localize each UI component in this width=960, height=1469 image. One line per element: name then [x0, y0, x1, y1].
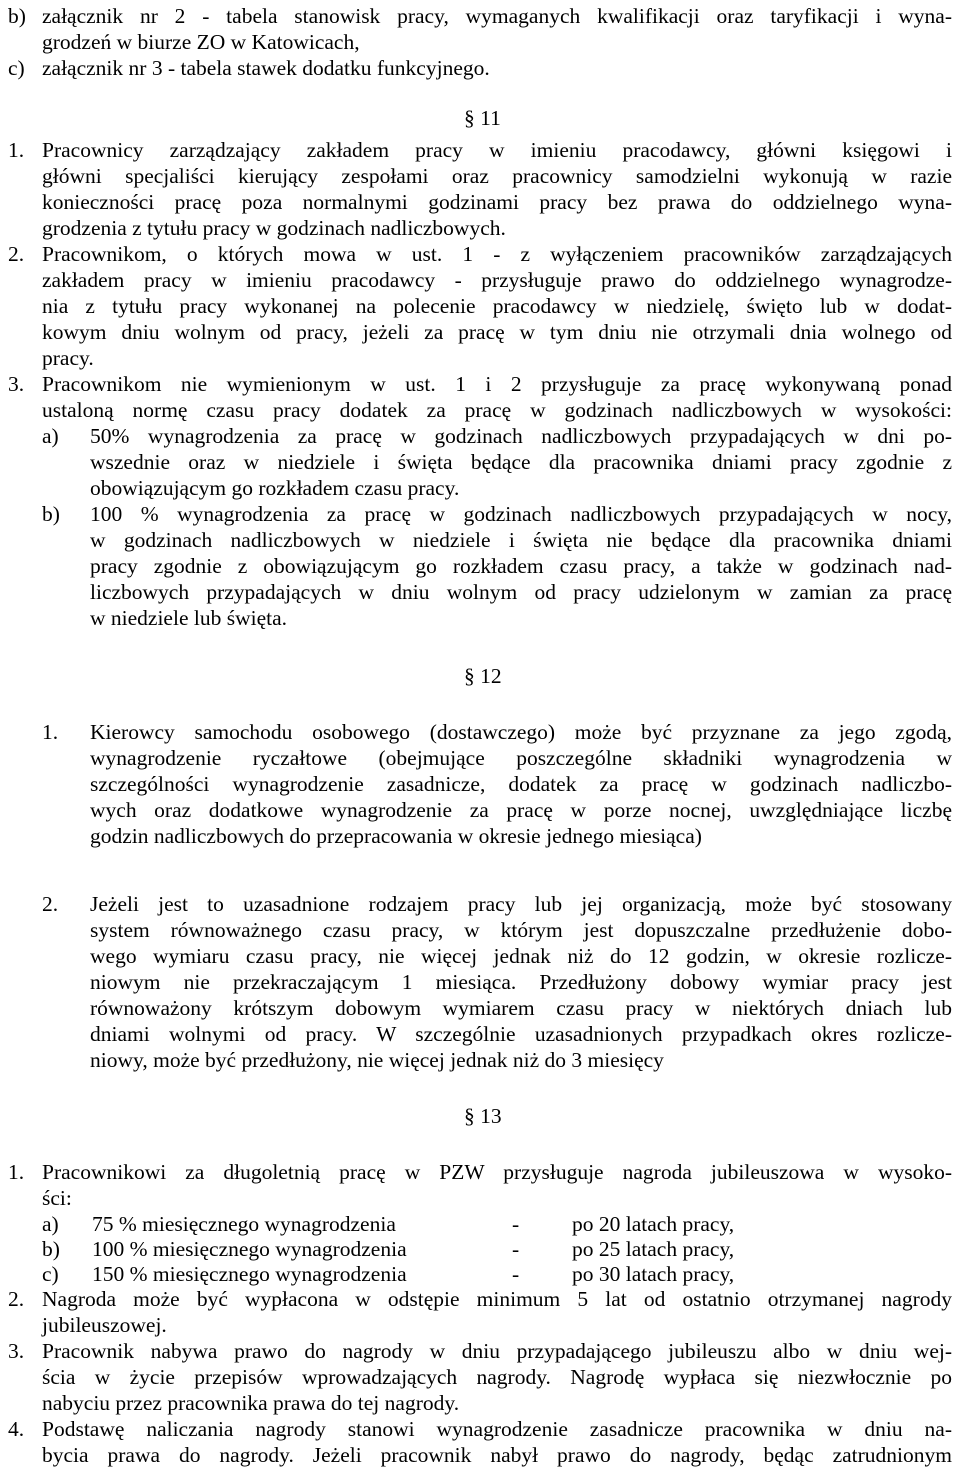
- s11-p2-line: 2. Pracownikom, o których mowa w ust. 1 - z wyłączeniem pracowników zarządzających: [8, 242, 952, 266]
- s12-p1-line: szczególności wynagrodzenie zasadnicze, dodatek za pracę w godzinach nadliczbo-: [90, 772, 952, 796]
- intro-c-line: c) załącznik nr 3 - tabela stawek dodatku funkcyjnego.: [8, 56, 490, 80]
- document-page: [8, 4, 952, 1469]
- s12-p2-line: wego wymiaru czasu pracy, nie więcej jednak niż do 12 godzin, w okresie rozlicze-: [90, 944, 952, 968]
- s11-p3-a-label: a): [42, 424, 59, 448]
- s11-p3-a-line: obowiązującym go rozkładem czasu pracy.: [90, 476, 460, 500]
- s13-p2-line: 2. Nagroda może być wypłacona w odstępie minimum 5 lat od ostatnio otrzymanej nagrody: [8, 1287, 952, 1311]
- section-13-heading: § 13: [464, 1104, 502, 1128]
- s11-p2-line: pracy.: [42, 346, 94, 370]
- s11-p2-line: kowym dniu wolnym od pracy, jeżeli za pracę w tym dniu nie otrzymali dnia wolnego od: [42, 320, 952, 344]
- intro-b-line-2: grodzeń w biurze ZO w Katowicach,: [42, 30, 360, 54]
- s12-p2-line: równoważony krótszym dobowym wymiarem czasu pracy w niektórych dniach lub: [90, 996, 952, 1020]
- s12-p2-line: dniami wolnymi od pracy. W szczególnie uzasadnionych przypadkach okres rozlicze-: [90, 1022, 952, 1046]
- s13-p3-line: 3. Pracownik nabywa prawo do nagrody w dniu przypadającego jubileuszu albo w dniu wej-: [8, 1339, 952, 1363]
- intro-c-label: c): [8, 56, 25, 80]
- s11-p3-b-line: w godzinach nadliczbowych w niedziele i święta nie będące dla pracownika dniami: [90, 528, 952, 552]
- s13-p1-line: 1. Pracownikowi za długoletnią pracę w PZW przysługuje nagroda jubileuszowa w wysoko-: [8, 1160, 952, 1184]
- s13-item-c: c) 150 % miesięcznego wynagrodzenia - po 30 latach pracy,: [42, 1262, 735, 1286]
- s11-p3-a-line: wszednie oraz w niedziele i święta będące dla pracownika dniami pracy zgodnie z: [90, 450, 952, 474]
- s11-p1-line: konieczności pracę poza normalnymi godzinami pracy bez prawa do oddzielnego wyna-: [42, 190, 952, 214]
- s11-p3-b-line: pracy zgodnie z obowiązującym go rozkładem czasu pracy, a także w godzinach nad-: [90, 554, 952, 578]
- s13-p4-line: 4. Podstawę naliczania nagrody stanowi wynagrodzenie zasadnicze pracownika w dniu na-: [8, 1417, 952, 1441]
- s13-p2-line: jubileuszowej.: [42, 1313, 167, 1337]
- s11-p3-b-line: w niedziele lub święta.: [90, 606, 288, 630]
- s13-p4-line: bycia prawa do nagrody. Jeżeli pracownik nabył prawo do nagrody, będąc zatrudnionym: [42, 1443, 952, 1467]
- s13-p3-line: ścia w życie przepisów wprowadzających nagrody. Nagrodę wypłaca się niezwłocznie po: [42, 1365, 952, 1389]
- s12-p1-line: wych oraz dodatkowe wynagrodzenie za pracę w porze nocnej, uwzględniające liczbę: [90, 798, 952, 822]
- s11-p1-line: 1. Pracownicy zarządzający zakładem pracy w imieniu pracodawcy, główni księgowi i: [8, 138, 952, 162]
- s12-p2-line: niowym nie przekraczającym 1 miesiąca. Przedłużony dobowy wymiar pracy jest: [90, 970, 952, 994]
- s11-p3-b-label: b): [42, 502, 60, 526]
- s11-p3-a-line: a) 50% wynagrodzenia za pracę w godzinach nadliczbowych przypadających w dni po-: [42, 424, 952, 448]
- s11-p2-line: zakładem pracy w imieniu pracodawcy - przysługuje prawo do oddzielnego wynagrodze-: [42, 268, 952, 292]
- intro-b-line-1: b) załącznik nr 2 - tabela stanowisk pracy, wymaganych kwalifikacji oraz taryfikacji i wyna-: [8, 4, 952, 28]
- intro-b-label: b): [8, 4, 26, 28]
- s11-p3-b-line: liczbowych przypadających w dniu wolnym od pracy udzielonym w zamian za pracę: [90, 580, 952, 604]
- s12-p1-line: godzin nadliczbowych do przepracowania w okresie jednego miesiąca): [90, 824, 702, 848]
- s11-p3-b-line: b) 100 % wynagrodzenia za pracę w godzinach nadliczbowych przypadających w nocy,: [42, 502, 952, 526]
- s11-p1-line: grodzenia z tytułu pracy w godzinach nadliczbowych.: [42, 216, 506, 240]
- s13-item-a: a) 75 % miesięcznego wynagrodzenia - po 20 latach pracy,: [42, 1212, 735, 1236]
- s11-p3-line: ustaloną normę czasu pracy dodatek za pracę w godzinach nadliczbowych w wysokości:: [42, 398, 952, 422]
- section-11-heading: § 11: [464, 106, 501, 130]
- s13-p1-line: ści:: [42, 1186, 72, 1210]
- s12-p2-line: niowy, może być przedłużony, nie więcej jednak niż do 3 miesięcy: [90, 1048, 664, 1072]
- s11-p2-line: nia z tytułu pracy wykonanej na polecenie pracodawcy w niedzielę, święto lub w dodat-: [42, 294, 952, 318]
- spacer: [8, 850, 952, 892]
- s13-p3-line: nabyciu przez pracownika prawa do tej nagrody.: [42, 1391, 460, 1415]
- s13-item-b: b) 100 % miesięcznego wynagrodzenia - po 25 latach pracy,: [42, 1237, 735, 1261]
- s12-p1-line: 1. Kierowcy samochodu osobowego (dostawczego) może być przyznane za jego zgodą,: [42, 720, 952, 744]
- s12-p2-line: system równoważnego czasu pracy, w którym jest dopuszczalne przedłużenie dobo-: [90, 918, 952, 942]
- s12-p2-line: 2. Jeżeli jest to uzasadnione rodzajem pracy lub jej organizacją, może być stosowany: [42, 892, 952, 916]
- section-12-heading: § 12: [464, 664, 502, 688]
- s11-p1-line: główni specjaliści kierujący zespołami oraz pracownicy samodzielni wykonują w razie: [42, 164, 952, 188]
- s12-p1-line: wynagrodzenie ryczałtowe (obejmujące poszczególne składniki wynagrodzenia w: [90, 746, 952, 770]
- s11-p3-line: 3. Pracownikom nie wymienionym w ust. 1 i 2 przysługuje za pracę wykonywaną ponad: [8, 372, 952, 396]
